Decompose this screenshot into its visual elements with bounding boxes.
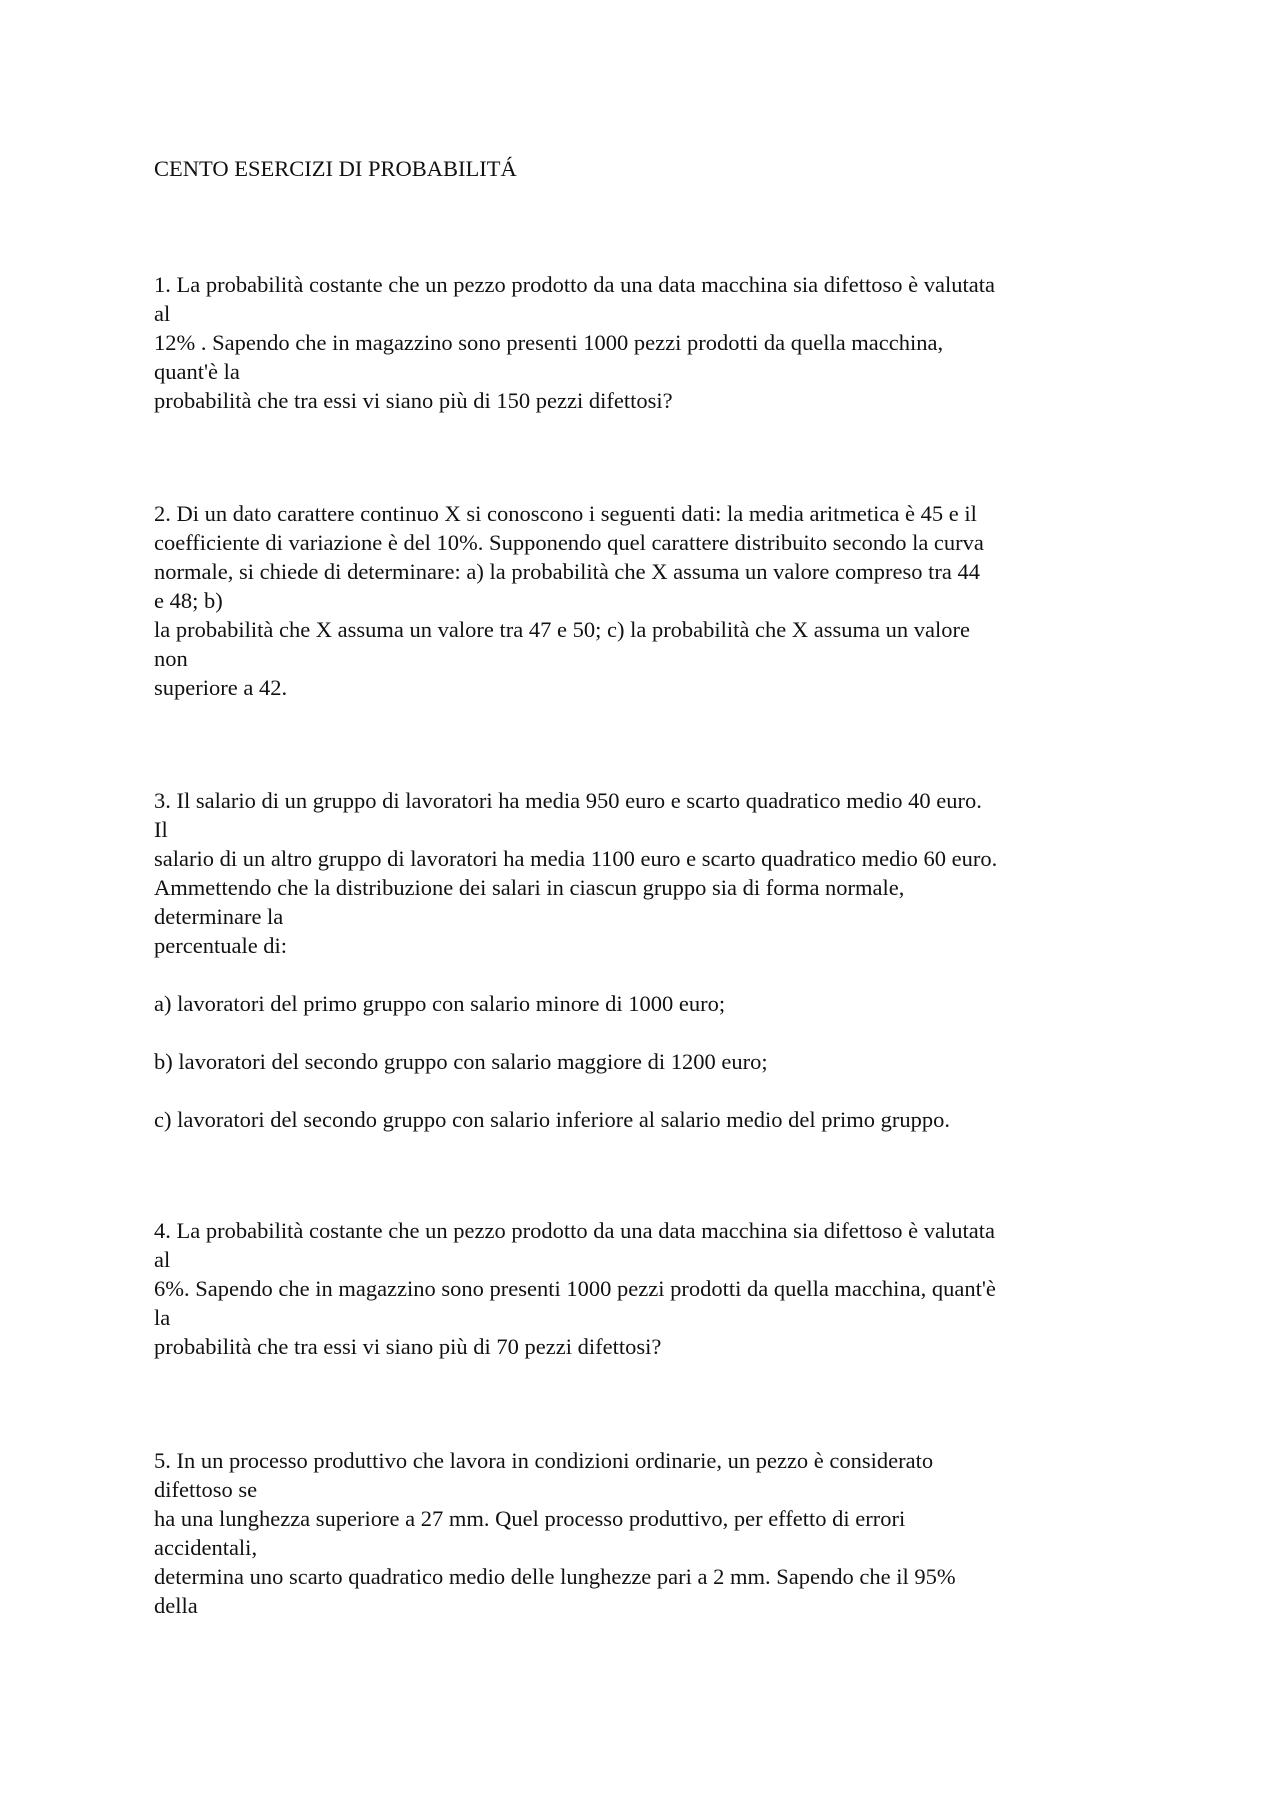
exercise-line: determina uno scarto quadratico medio delle lunghezze pari a 2 mm. Sapendo che il 95% xyxy=(154,1564,956,1589)
exercise-line: probabilità che tra essi vi siano più di 150 pezzi difettosi? xyxy=(154,388,673,413)
exercise-sub-item: b) lavoratori del secondo gruppo con salario maggiore di 1200 euro; xyxy=(154,1049,768,1074)
exercise-line: la probabilità che X assuma un valore tra 47 e 50; c) la probabilità che X assuma un valore xyxy=(154,617,970,642)
exercise-line: 5. In un processo produttivo che lavora in condizioni ordinarie, un pezzo è considerato xyxy=(154,1448,934,1473)
exercise-line: probabilità che tra essi vi siano più di 70 pezzi difettosi? xyxy=(154,1334,662,1359)
exercise-line: 2. Di un dato carattere continuo X si conoscono i seguenti dati: la media aritmetica è 45 e il xyxy=(154,501,977,526)
exercise-line: 1. La probabilità costante che un pezzo prodotto da una data macchina sia difettoso è valutata xyxy=(154,272,995,297)
exercise-line: Ammettendo che la distribuzione dei salari in ciascun gruppo sia di forma normale, xyxy=(154,875,905,900)
blank-line xyxy=(154,1018,1154,1047)
blank-line xyxy=(154,1076,1154,1105)
exercise-line: 4. La probabilità costante che un pezzo prodotto da una data macchina sia difettoso è valutata xyxy=(154,1218,995,1243)
exercise-line: difettoso se xyxy=(154,1477,258,1502)
exercise-line: 6%. Sapendo che in magazzino sono presenti 1000 pezzi prodotti da quella macchina, quant'è xyxy=(154,1276,996,1301)
exercise-line: salario di un altro gruppo di lavoratori ha media 1100 euro e scarto quadratico medio 60 euro. xyxy=(154,846,998,871)
exercise-line: al xyxy=(154,301,171,326)
exercise-sub-item: a) lavoratori del primo gruppo con salario minore di 1000 euro; xyxy=(154,991,726,1016)
exercise-line: quant'è la xyxy=(154,359,240,384)
exercise-line: coefficiente di variazione è del 10%. Supponendo quel carattere distribuito secondo la curva xyxy=(154,530,984,555)
exercise-line: ha una lunghezza superiore a 27 mm. Quel processo produttivo, per effetto di errori xyxy=(154,1506,906,1531)
exercise-line: Il xyxy=(154,817,168,842)
exercise-4 xyxy=(154,1216,1154,1361)
document-title: CENTO ESERCIZI DI PROBABILITÁ xyxy=(154,156,517,181)
exercise-line: percentuale di: xyxy=(154,933,288,958)
exercise-line: al xyxy=(154,1247,171,1272)
exercise-line: e 48; b) xyxy=(154,588,223,613)
exercise-line: determinare la xyxy=(154,904,284,929)
exercise-5 xyxy=(154,1446,1154,1620)
exercise-2 xyxy=(154,499,1154,702)
exercise-line: superiore a 42. xyxy=(154,675,288,700)
exercise-1 xyxy=(154,270,1154,415)
exercise-line: accidentali, xyxy=(154,1535,258,1560)
exercise-line: normale, si chiede di determinare: a) la probabilità che X assuma un valore compreso tra 44 xyxy=(154,559,980,584)
exercise-line: 12% . Sapendo che in magazzino sono presenti 1000 pezzi prodotti da quella macchina, xyxy=(154,330,944,355)
exercise-sub-item: c) lavoratori del secondo gruppo con salario inferiore al salario medio del primo gruppo. xyxy=(154,1107,950,1132)
exercise-line: non xyxy=(154,646,188,671)
exercise-3 xyxy=(154,786,1154,1134)
exercise-line: la xyxy=(154,1305,171,1330)
blank-line xyxy=(154,960,1154,989)
exercise-line: 3. Il salario di un gruppo di lavoratori ha media 950 euro e scarto quadratico medio 40 euro. xyxy=(154,788,982,813)
exercise-line: della xyxy=(154,1593,198,1618)
